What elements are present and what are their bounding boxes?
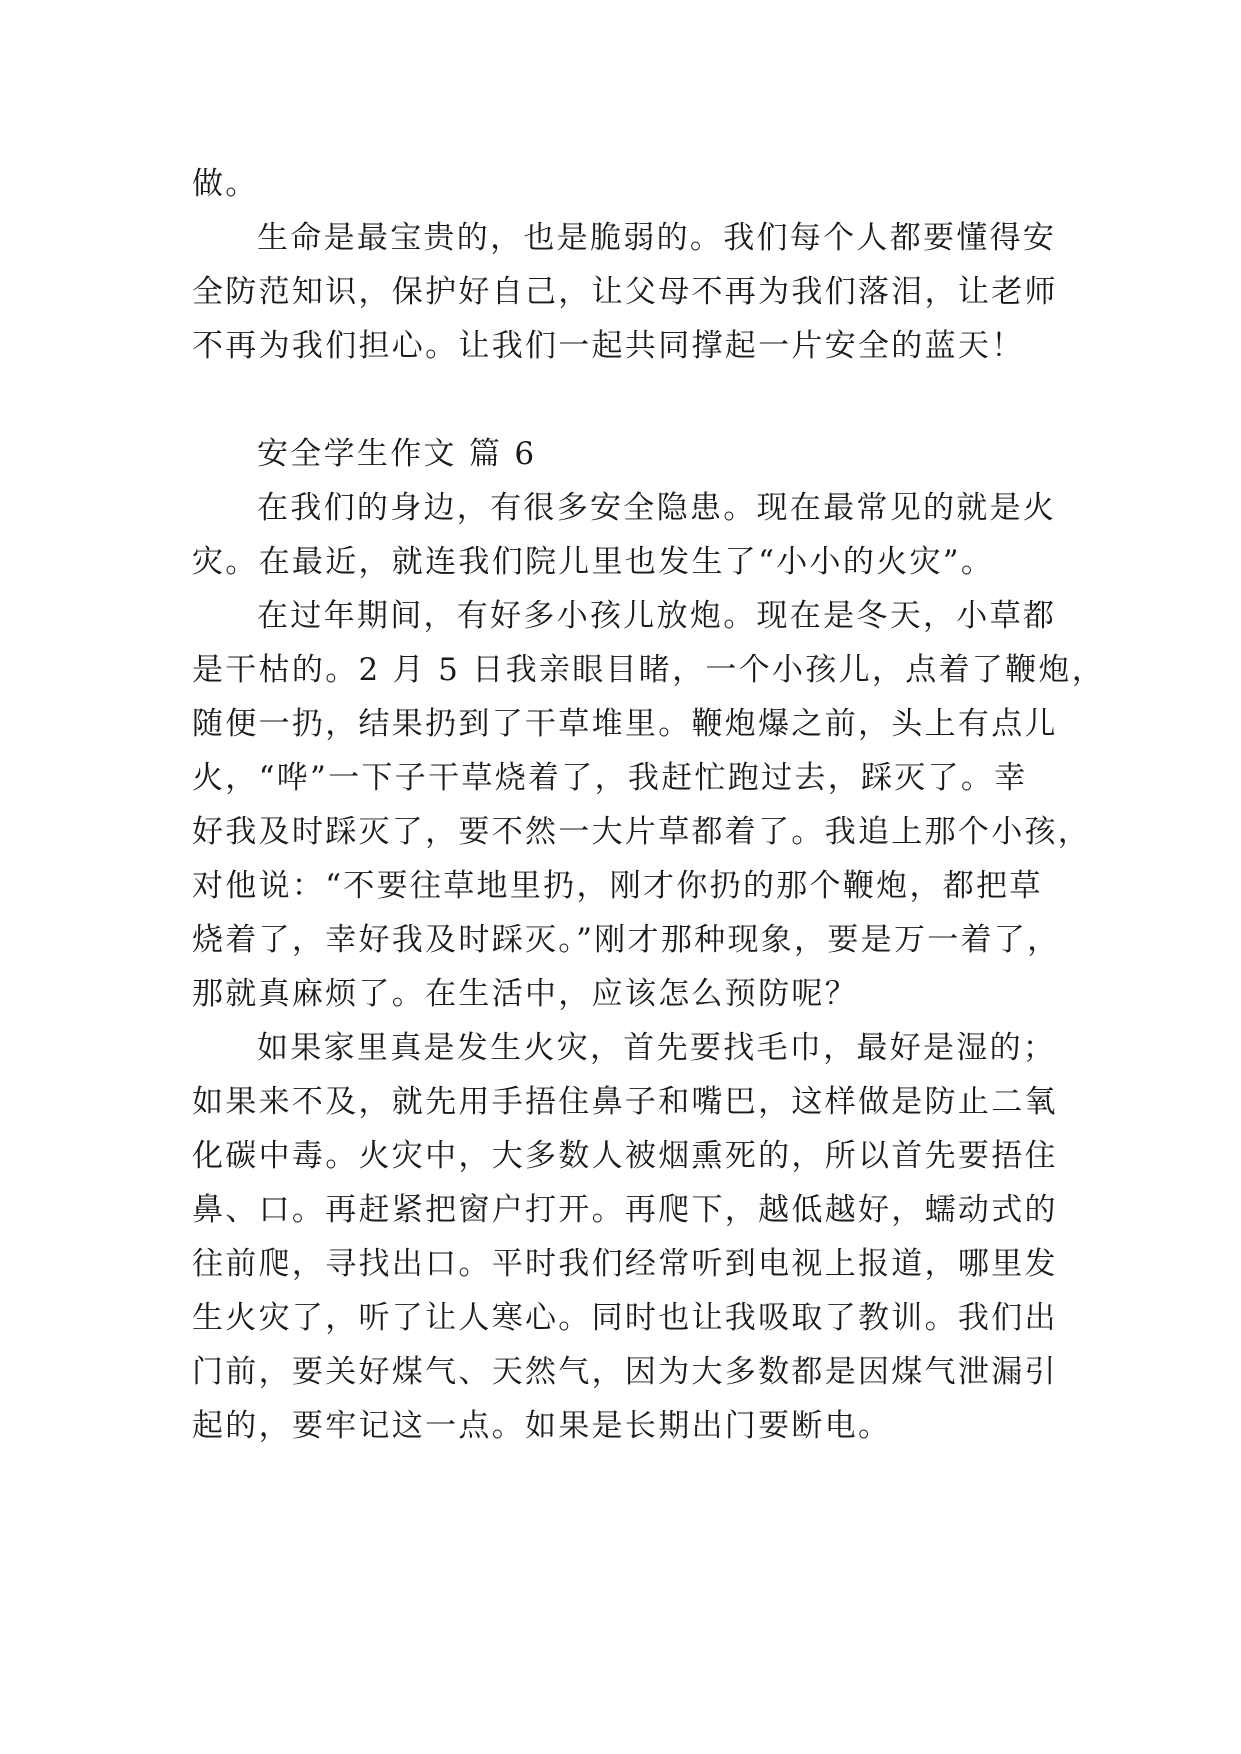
text-line: 对他说：“不要往草地里扔，刚才你扔的那个鞭炮，都把草 <box>192 868 1043 904</box>
text-line: 灾。在最近，就连我们院儿里也发生了“小小的火灾”。 <box>192 544 995 580</box>
paragraph-first-line: 在过年期间，有好多小孩儿放炮。现在是冬天，小草都 <box>257 598 1057 634</box>
text-line: 好我及时踩灭了，要不然一大片草都着了。我追上那个小孩， <box>192 814 1092 850</box>
paragraph-first-line: 生命是最宝贵的，也是脆弱的。我们每个人都要懂得安 <box>257 220 1057 256</box>
paragraph-first-line: 如果家里真是发生火灾，首先要找毛巾，最好是湿的； <box>257 1030 1057 1066</box>
text-line: 往前爬，寻找出口。平时我们经常听到电视上报道，哪里发 <box>192 1246 1058 1282</box>
text-line: 烧着了，幸好我及时踩灭。”刚才那种现象，要是万一着了， <box>192 922 1061 958</box>
text-line: 鼻、口。再赶紧把窗户打开。再爬下，越低越好，蠕动式的 <box>192 1192 1058 1228</box>
text-line: 生火灾了，听了让人寒心。同时也让我吸取了教训。我们出 <box>192 1300 1058 1336</box>
text-line: 火，“哗”一下子干草烧着了，我赶忙跑过去，踩灭了。幸 <box>192 760 1028 796</box>
text-line: 如果来不及，就先用手捂住鼻子和嘴巴，这样做是防止二氧 <box>192 1084 1058 1120</box>
text-line: 不再为我们担心。让我们一起共同撑起一片安全的蓝天！ <box>192 328 1025 364</box>
text-line: 起的，要牢记这一点。如果是长期出门要断电。 <box>192 1408 892 1444</box>
text-line: 全防范知识，保护好自己，让父母不再为我们落泪，让老师 <box>192 274 1058 310</box>
text-line: 那就真麻烦了。在生活中，应该怎么预防呢？ <box>192 976 858 1012</box>
text-line: 做。 <box>192 166 259 202</box>
text-line: 门前，要关好煤气、天然气，因为大多数都是因煤气泄漏引 <box>192 1354 1058 1390</box>
section-heading: 安全学生作文 篇 6 <box>257 436 537 472</box>
text-line: 是干枯的。2 月 5 日我亲眼目睹，一个小孩儿，点着了鞭炮， <box>192 652 1106 688</box>
paragraph-first-line: 在我们的身边，有很多安全隐患。现在最常见的就是火 <box>257 490 1057 526</box>
text-line: 随便一扔，结果扔到了干草堆里。鞭炮爆之前，头上有点儿 <box>192 706 1058 742</box>
text-line: 化碳中毒。火灾中，大多数人被烟熏死的，所以首先要捂住 <box>192 1138 1058 1174</box>
